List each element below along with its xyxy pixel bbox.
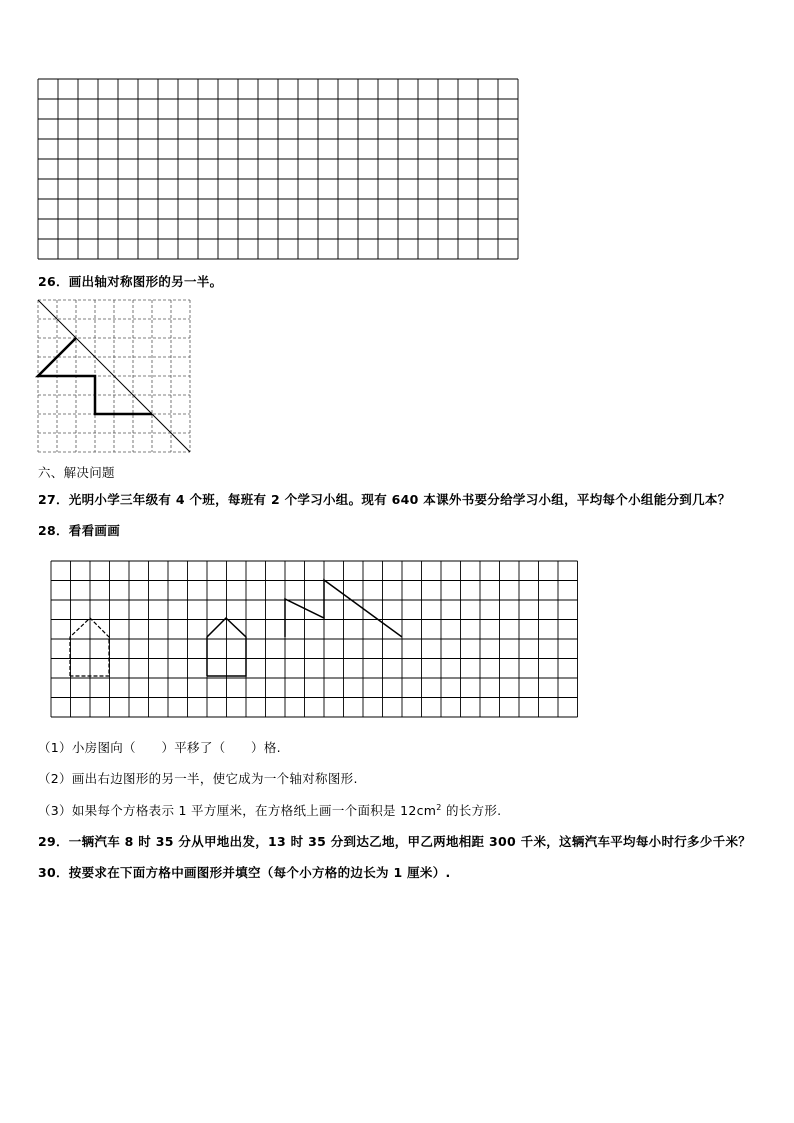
superscript: 2 [436,802,442,812]
question-number: 28． [38,523,69,538]
question-text: 光明小学三年级有 4 个班，每班有 2 个学习小组。现有 640 本课外书要分给学习小组，平均每个小组能分到几本？ [68,492,731,507]
question-29 [38,832,751,850]
question-26 [38,272,222,290]
q28-sub1: （1）小房图向（ ）平移了（ ）格. [38,740,281,755]
top-grid [38,79,520,261]
question-number: 26． [38,274,69,289]
q28-sub3-text: （3）如果每个方格表示 1 平方厘米，在方格纸上画一个面积是 12cm [38,803,437,818]
question-text: 按要求在下面方格中画图形并填空（每个小方格的边长为 1 厘米）. [68,865,451,880]
question-number: 30． [38,865,69,880]
question-30 [38,863,451,881]
question-text: 一辆汽车 8 时 35 分从甲地出发，13 时 35 分到达乙地，甲乙两地相距 300 千米，这辆汽车平均每小时行多少千米？ [68,834,752,849]
q28-sub3 [38,801,501,819]
question-text: 看看画画 [68,523,120,538]
q28-sub2: （2）画出右边图形的另一半，使它成为一个轴对称图形. [38,771,358,786]
q28-sub3-text-end: 的长方形. [441,803,502,818]
question-text: 画出轴对称图形的另一半。 [68,274,223,289]
symmetry-grid [38,300,192,454]
house-dashed [70,618,109,676]
section-title: 六、解决问题 [38,465,115,480]
question-number: 27． [38,492,69,507]
question-28 [38,521,120,539]
question-27 [38,490,731,508]
question-number: 29． [38,834,69,849]
house-grid [51,561,581,719]
